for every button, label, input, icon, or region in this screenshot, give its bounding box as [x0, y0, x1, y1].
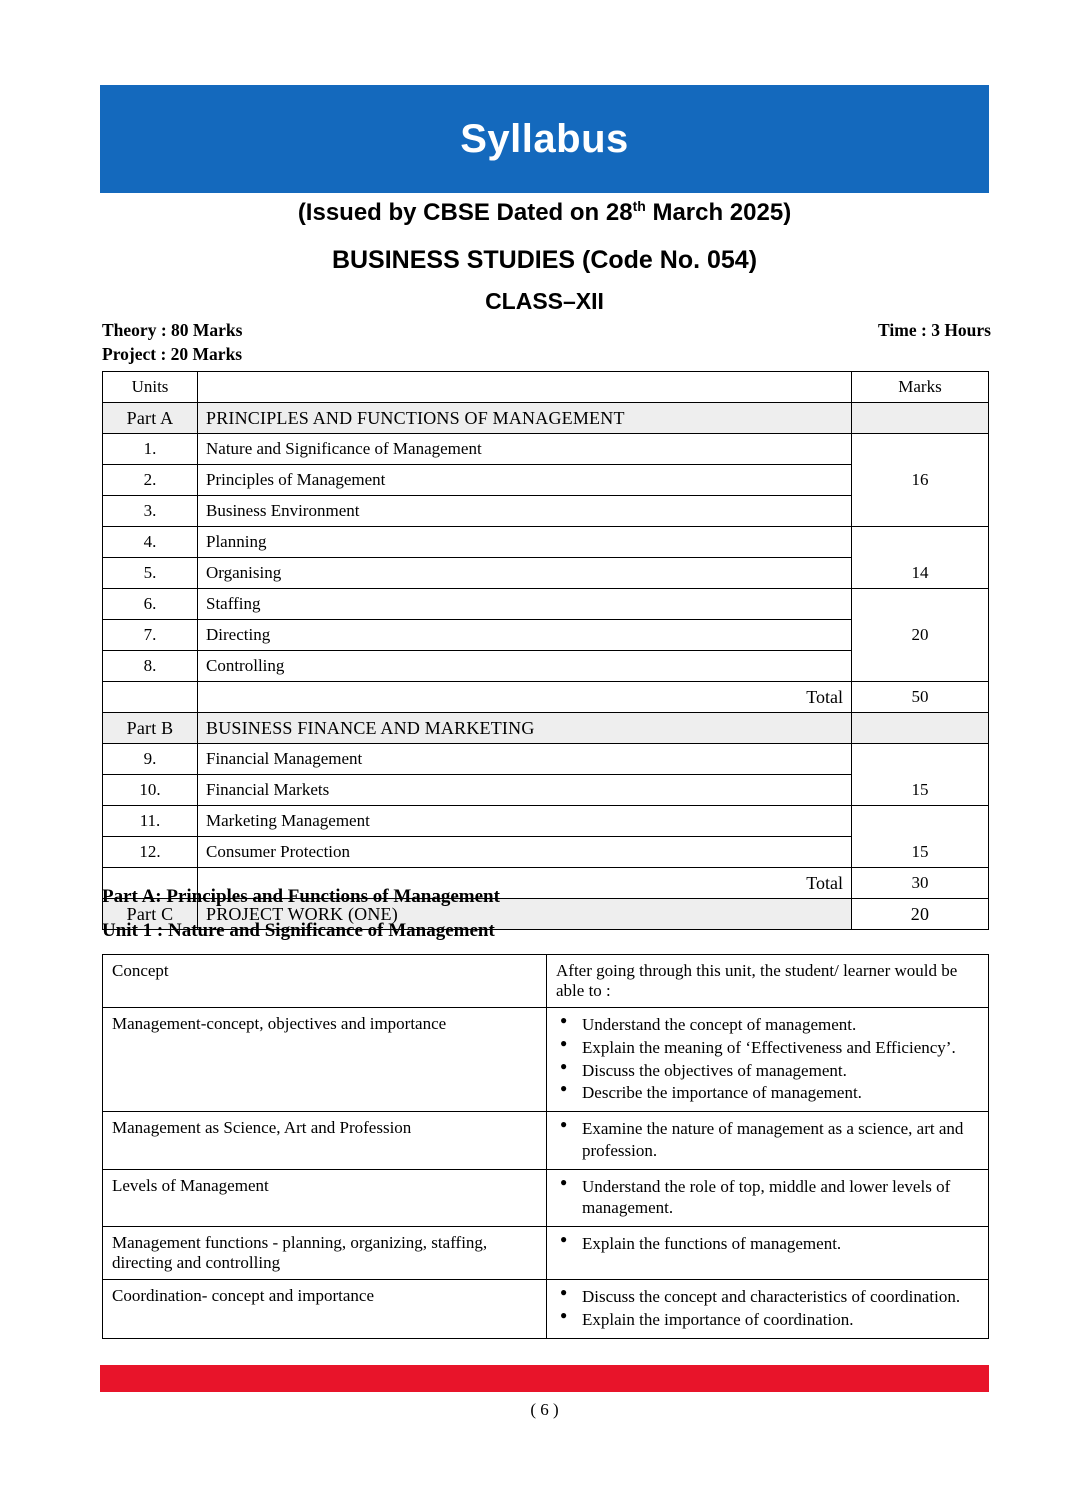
- row-topic: Organising: [198, 558, 852, 589]
- concept-header-row: [103, 955, 989, 1008]
- outcome-cell: [547, 1227, 989, 1280]
- list-item: ● Understand the role of top, middle and lower levels of management.: [556, 1176, 979, 1220]
- outcome-list: [556, 1014, 979, 1104]
- row-marks: [852, 403, 989, 434]
- row-topic: PRINCIPLES AND FUNCTIONS OF MANAGEMENT: [198, 403, 852, 434]
- table-row: [103, 620, 989, 651]
- unit1-heading: Unit 1 : Nature and Significance of Management: [102, 920, 495, 941]
- table-row: [103, 589, 989, 620]
- row-topic: Business Environment: [198, 496, 852, 527]
- row-topic: Marketing Management: [198, 806, 852, 837]
- table-row-part-a: [103, 403, 989, 434]
- row-marks: [852, 496, 989, 527]
- row-marks: 50: [852, 682, 989, 713]
- subject-title: BUSINESS STUDIES (Code No. 054): [331, 246, 758, 274]
- units-marks-table: [102, 371, 989, 930]
- row-marks: [852, 713, 989, 744]
- banner-title: Syllabus: [460, 116, 629, 161]
- row-topic: Directing: [198, 620, 852, 651]
- header-topic: [198, 372, 852, 403]
- row-topic: Planning: [198, 527, 852, 558]
- list-item: ● Examine the nature of management as a science, art and profession.: [556, 1118, 979, 1162]
- row-unit: 12.: [103, 837, 198, 868]
- table-row: [103, 651, 989, 682]
- list-item: ● Explain the functions of management.: [556, 1233, 979, 1255]
- row-topic: BUSINESS FINANCE AND MARKETING: [198, 713, 852, 744]
- part-a-heading: Part A: Principles and Functions of Management: [102, 886, 500, 907]
- row-marks: [852, 589, 989, 620]
- row-unit: Part B: [103, 713, 198, 744]
- row-unit: 7.: [103, 620, 198, 651]
- outcome-cell: [547, 1112, 989, 1170]
- row-total-label: Total: [198, 682, 852, 713]
- page-number: ( 6 ): [530, 1400, 559, 1419]
- outcome-list: [556, 1286, 979, 1331]
- row-unit: 3.: [103, 496, 198, 527]
- table-header-row: [103, 372, 989, 403]
- row-marks: [852, 434, 989, 465]
- syllabus-banner: [100, 85, 989, 193]
- list-item: ● Describe the importance of management.: [556, 1082, 979, 1104]
- row-unit: [103, 682, 198, 713]
- row-marks: 30: [852, 868, 989, 899]
- table-row: [103, 837, 989, 868]
- row-unit: 4.: [103, 527, 198, 558]
- outcome-list: [556, 1233, 979, 1255]
- concept-cell: Coordination- concept and importance: [103, 1280, 547, 1339]
- unit1-concept-table: [102, 954, 989, 1339]
- row-unit: 10.: [103, 775, 198, 806]
- row-topic: Controlling: [198, 651, 852, 682]
- row-marks: [852, 744, 989, 775]
- outcome-list: [556, 1118, 979, 1162]
- row-marks: [852, 806, 989, 837]
- concept-row: [103, 1008, 989, 1112]
- outcome-cell: [547, 1008, 989, 1112]
- table-row: [103, 465, 989, 496]
- issued-ordinal: th: [632, 198, 646, 214]
- concept-header: Concept: [103, 955, 547, 1008]
- row-topic: Financial Management: [198, 744, 852, 775]
- list-item: ● Discuss the concept and characteristics of coordination.: [556, 1286, 979, 1308]
- row-unit: 11.: [103, 806, 198, 837]
- row-marks: 14: [852, 558, 989, 589]
- row-topic: Nature and Significance of Management: [198, 434, 852, 465]
- table-row: [103, 496, 989, 527]
- table-row: [103, 744, 989, 775]
- table-row-total-a: [103, 682, 989, 713]
- outcome-cell: [547, 1280, 989, 1339]
- header-units: Units: [103, 372, 198, 403]
- table-row: [103, 527, 989, 558]
- row-unit: Part C: [103, 899, 198, 930]
- row-unit: 1.: [103, 434, 198, 465]
- list-item: ● Explain the meaning of ‘Effectiveness and Efficiency’.: [556, 1037, 979, 1059]
- list-item: ● Understand the concept of management.: [556, 1014, 979, 1036]
- row-topic: Principles of Management: [198, 465, 852, 496]
- row-unit: Part A: [103, 403, 198, 434]
- list-item: ● Explain the importance of coordination.: [556, 1309, 979, 1331]
- table-row-part-b: [103, 713, 989, 744]
- concept-cell: Levels of Management: [103, 1169, 547, 1227]
- row-unit: 2.: [103, 465, 198, 496]
- row-unit: 5.: [103, 558, 198, 589]
- row-unit: 6.: [103, 589, 198, 620]
- table-row: [103, 806, 989, 837]
- class-title: CLASS–XII: [485, 288, 604, 314]
- issued-prefix: (Issued by CBSE Dated on 28: [297, 199, 633, 226]
- list-item: ● Discuss the objectives of management.: [556, 1060, 979, 1082]
- concept-row: [103, 1169, 989, 1227]
- theory-marks: Theory : 80 Marks: [102, 320, 243, 340]
- time-allowed: Time : 3 Hours: [878, 320, 991, 340]
- row-marks: [852, 527, 989, 558]
- row-marks: 15: [852, 775, 989, 806]
- row-unit: 8.: [103, 651, 198, 682]
- header-marks: Marks: [852, 372, 989, 403]
- concept-row: [103, 1112, 989, 1170]
- footer-red-bar: [100, 1365, 989, 1392]
- concept-cell: Management functions - planning, organizing, staffing, directing and controlling: [103, 1227, 547, 1280]
- issued-line: [100, 198, 989, 227]
- project-marks: Project : 20 Marks: [102, 344, 243, 364]
- row-marks: [852, 651, 989, 682]
- concept-row: [103, 1280, 989, 1339]
- row-topic: Financial Markets: [198, 775, 852, 806]
- row-marks: 20: [852, 899, 989, 930]
- row-topic: Staffing: [198, 589, 852, 620]
- concept-row: [103, 1227, 989, 1280]
- concept-cell: Management-concept, objectives and importance: [103, 1008, 547, 1112]
- concept-cell: Management as Science, Art and Profession: [103, 1112, 547, 1170]
- issued-suffix: March 2025): [645, 199, 792, 226]
- row-marks: 20: [852, 620, 989, 651]
- row-marks: 16: [852, 465, 989, 496]
- row-topic: Consumer Protection: [198, 837, 852, 868]
- outcome-header: After going through this unit, the student/ learner would be able to :: [547, 955, 989, 1008]
- outcome-list: [556, 1176, 979, 1220]
- row-total-label: Total: [198, 868, 852, 899]
- row-marks: 15: [852, 837, 989, 868]
- row-unit: 9.: [103, 744, 198, 775]
- outcome-cell: [547, 1169, 989, 1227]
- row-topic: PROJECT WORK (ONE): [198, 899, 852, 930]
- table-row: [103, 558, 989, 589]
- table-row: [103, 775, 989, 806]
- table-row: [103, 434, 989, 465]
